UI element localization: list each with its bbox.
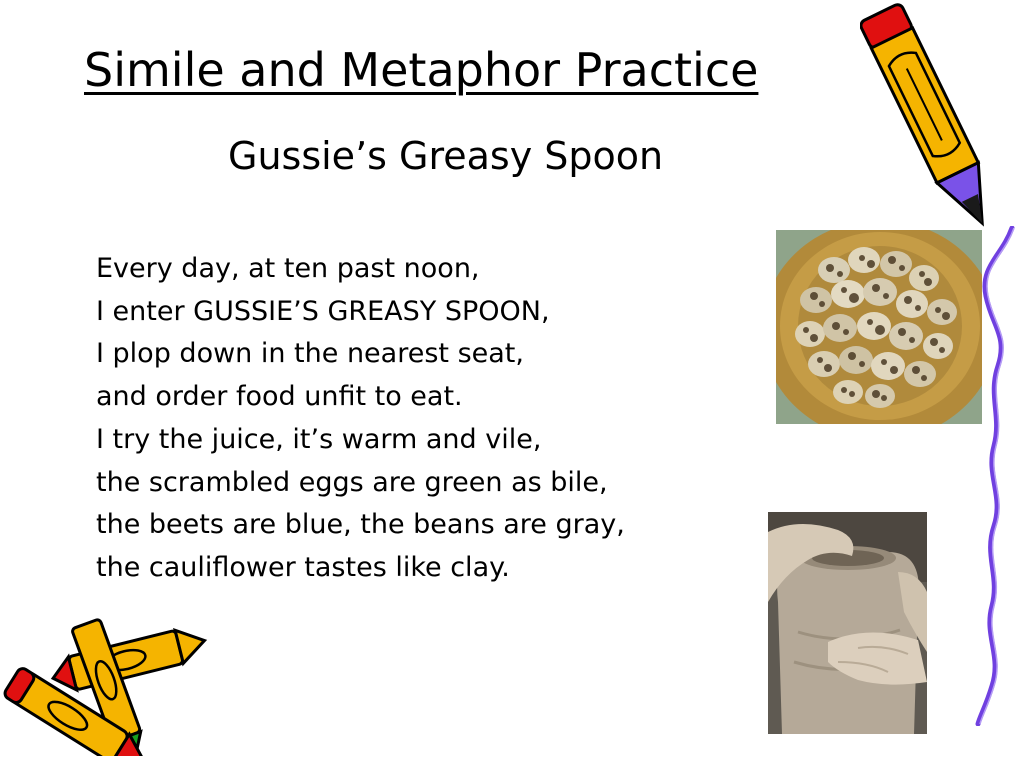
- pottery-photo: [768, 512, 927, 734]
- crayons-icon: [0, 616, 210, 756]
- poem-line: the scrambled eggs are green as bile,: [96, 466, 608, 498]
- pottery-hands-icon: [768, 512, 927, 734]
- squiggle-icon: [972, 226, 1018, 726]
- purple-squiggle: [972, 226, 1018, 726]
- poem-line: I plop down in the nearest seat,: [96, 338, 524, 370]
- poem-line: Every day, at ten past noon,: [96, 253, 480, 284]
- quail-eggs-photo: [776, 230, 982, 424]
- slide-title: Simile and Metaphor Practice: [84, 43, 759, 97]
- poem-line: and order food unfit to eat.: [96, 381, 463, 413]
- poem-line: the beets are blue, the beans are gray,: [96, 509, 625, 541]
- pencil-icon: [860, 2, 1008, 242]
- crayons-clipart: [0, 616, 210, 756]
- poem-line: I enter GUSSIE’S GREASY SPOON,: [96, 295, 550, 327]
- pencil-clipart: [860, 2, 1008, 242]
- poem-line: the cauliflower tastes like clay.: [96, 551, 510, 583]
- slide-subtitle: Gussie’s Greasy Spoon: [228, 134, 664, 178]
- poem-line: I try the juice, it’s warm and vile,: [96, 423, 542, 455]
- poem: [96, 248, 625, 590]
- quail-eggs-icon: [776, 230, 982, 424]
